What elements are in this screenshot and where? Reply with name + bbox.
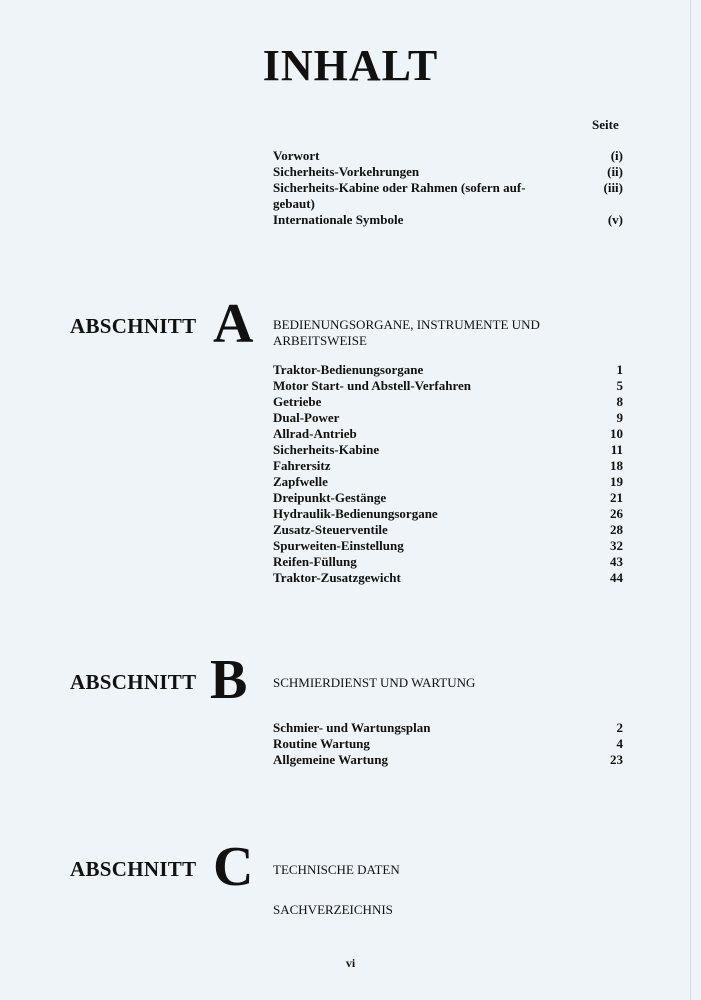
section-a-word: ABSCHNITT bbox=[70, 314, 197, 338]
toc-entry bbox=[273, 164, 623, 180]
toc-entry bbox=[273, 554, 623, 570]
toc-entry bbox=[273, 410, 623, 426]
toc-entry bbox=[273, 180, 623, 212]
toc-entry-label: Fahrersitz bbox=[273, 458, 331, 473]
toc-entry bbox=[273, 362, 623, 378]
toc-entry bbox=[273, 394, 623, 410]
toc-entry-label: Allgemeine Wartung bbox=[273, 752, 388, 767]
section-b-letter: B bbox=[210, 649, 248, 711]
toc-entry bbox=[273, 442, 623, 458]
toc-entry-page: 5 bbox=[616, 378, 623, 393]
toc-entry-page: 26 bbox=[610, 506, 623, 521]
toc-entry bbox=[273, 506, 623, 522]
section-a-heading: BEDIENUNGSORGANE, INSTRUMENTE UND ARBEITSWEISE bbox=[273, 317, 540, 348]
section-c-letter: C bbox=[213, 836, 254, 898]
toc-entry-label: Zusatz-Steuerventile bbox=[273, 522, 388, 537]
toc-entry-page: 28 bbox=[610, 522, 623, 537]
toc-entry-label: Hydraulik-Bedienungsorgane bbox=[273, 506, 438, 521]
toc-entry-page: 8 bbox=[616, 394, 623, 409]
section-b-heading: SCHMIERDIENST UND WARTUNG bbox=[273, 675, 476, 690]
toc-entry-label: Traktor-Bedienungsorgane bbox=[273, 362, 424, 377]
toc-entry-page: 9 bbox=[616, 410, 623, 425]
toc-entry bbox=[273, 426, 623, 442]
toc-entry-label: Sicherheits-Kabine bbox=[273, 442, 380, 457]
section-c-word: ABSCHNITT bbox=[70, 857, 197, 881]
toc-entry-page: 44 bbox=[610, 570, 623, 585]
toc-entry bbox=[273, 752, 623, 768]
toc-entry-label: Dual-Power bbox=[273, 410, 340, 425]
toc-entry bbox=[273, 212, 623, 228]
toc-entry-page: 1 bbox=[616, 362, 623, 377]
toc-entry-page: 10 bbox=[610, 426, 623, 441]
toc-entry-page: 19 bbox=[610, 474, 623, 489]
toc-entry-page: 43 bbox=[610, 554, 623, 569]
toc-entry bbox=[273, 148, 623, 164]
front-matter-list bbox=[273, 148, 623, 228]
page-column-header: Seite bbox=[592, 117, 619, 132]
toc-entry bbox=[273, 570, 623, 586]
toc-entry-label: Motor Start- und Abstell-Verfahren bbox=[273, 378, 472, 393]
toc-entry-page: (iii) bbox=[603, 180, 623, 195]
toc-entry-page: 21 bbox=[610, 490, 623, 505]
toc-entry-label: Allrad-Antrieb bbox=[273, 426, 357, 441]
section-a-letter: A bbox=[213, 293, 254, 355]
toc-entry-label: Dreipunkt-Gestänge bbox=[273, 490, 387, 505]
toc-entry-label: Internationale Symbole bbox=[273, 212, 404, 227]
toc-entry-label: Getriebe bbox=[273, 394, 322, 409]
toc-entry bbox=[273, 490, 623, 506]
toc-entry-label: Routine Wartung bbox=[273, 736, 370, 751]
toc-entry-label: Traktor-Zusatzgewicht bbox=[273, 570, 401, 585]
toc-entry-page: 2 bbox=[616, 720, 623, 735]
section-c-heading: TECHNISCHE DATEN bbox=[273, 862, 400, 877]
toc-entry-label: Reifen-Füllung bbox=[273, 554, 357, 569]
toc-entry bbox=[273, 538, 623, 554]
toc-entry-label: Sicherheits-Vorkehrungen bbox=[273, 164, 420, 179]
toc-entry bbox=[273, 474, 623, 490]
toc-entry-label: Zapfwelle bbox=[273, 474, 328, 489]
toc-entry-page: (v) bbox=[607, 212, 623, 227]
toc-entry-label: Spurweiten-Einstellung bbox=[273, 538, 404, 553]
toc-entry-page: 4 bbox=[616, 736, 623, 751]
toc-entry-page: (ii) bbox=[607, 164, 623, 179]
toc-entry-page: 32 bbox=[610, 538, 623, 553]
toc-entry bbox=[273, 522, 623, 538]
footer-page-number: vi bbox=[345, 956, 356, 970]
toc-entry bbox=[273, 458, 623, 474]
section-b-entries bbox=[273, 720, 623, 768]
page-title: INHALT bbox=[262, 41, 439, 90]
toc-entry-label: Sicherheits-Kabine oder Rahmen (sofern auf-gebaut) bbox=[273, 180, 526, 211]
toc-entry-page: 23 bbox=[610, 752, 623, 767]
toc-entry-page: 11 bbox=[610, 442, 623, 457]
toc-entry-label: Schmier- und Wartungsplan bbox=[273, 720, 431, 735]
toc-entry-label: Vorwort bbox=[273, 148, 320, 163]
toc-entry-page: (i) bbox=[610, 148, 623, 163]
section-a-entries bbox=[273, 362, 623, 586]
toc-entry bbox=[273, 736, 623, 752]
toc-entry-page: 18 bbox=[610, 458, 623, 473]
section-b-word: ABSCHNITT bbox=[70, 670, 197, 694]
page-edge bbox=[690, 0, 691, 1000]
toc-entry bbox=[273, 720, 623, 736]
toc-entry bbox=[273, 378, 623, 394]
index-heading: SACHVERZEICHNIS bbox=[273, 902, 393, 917]
